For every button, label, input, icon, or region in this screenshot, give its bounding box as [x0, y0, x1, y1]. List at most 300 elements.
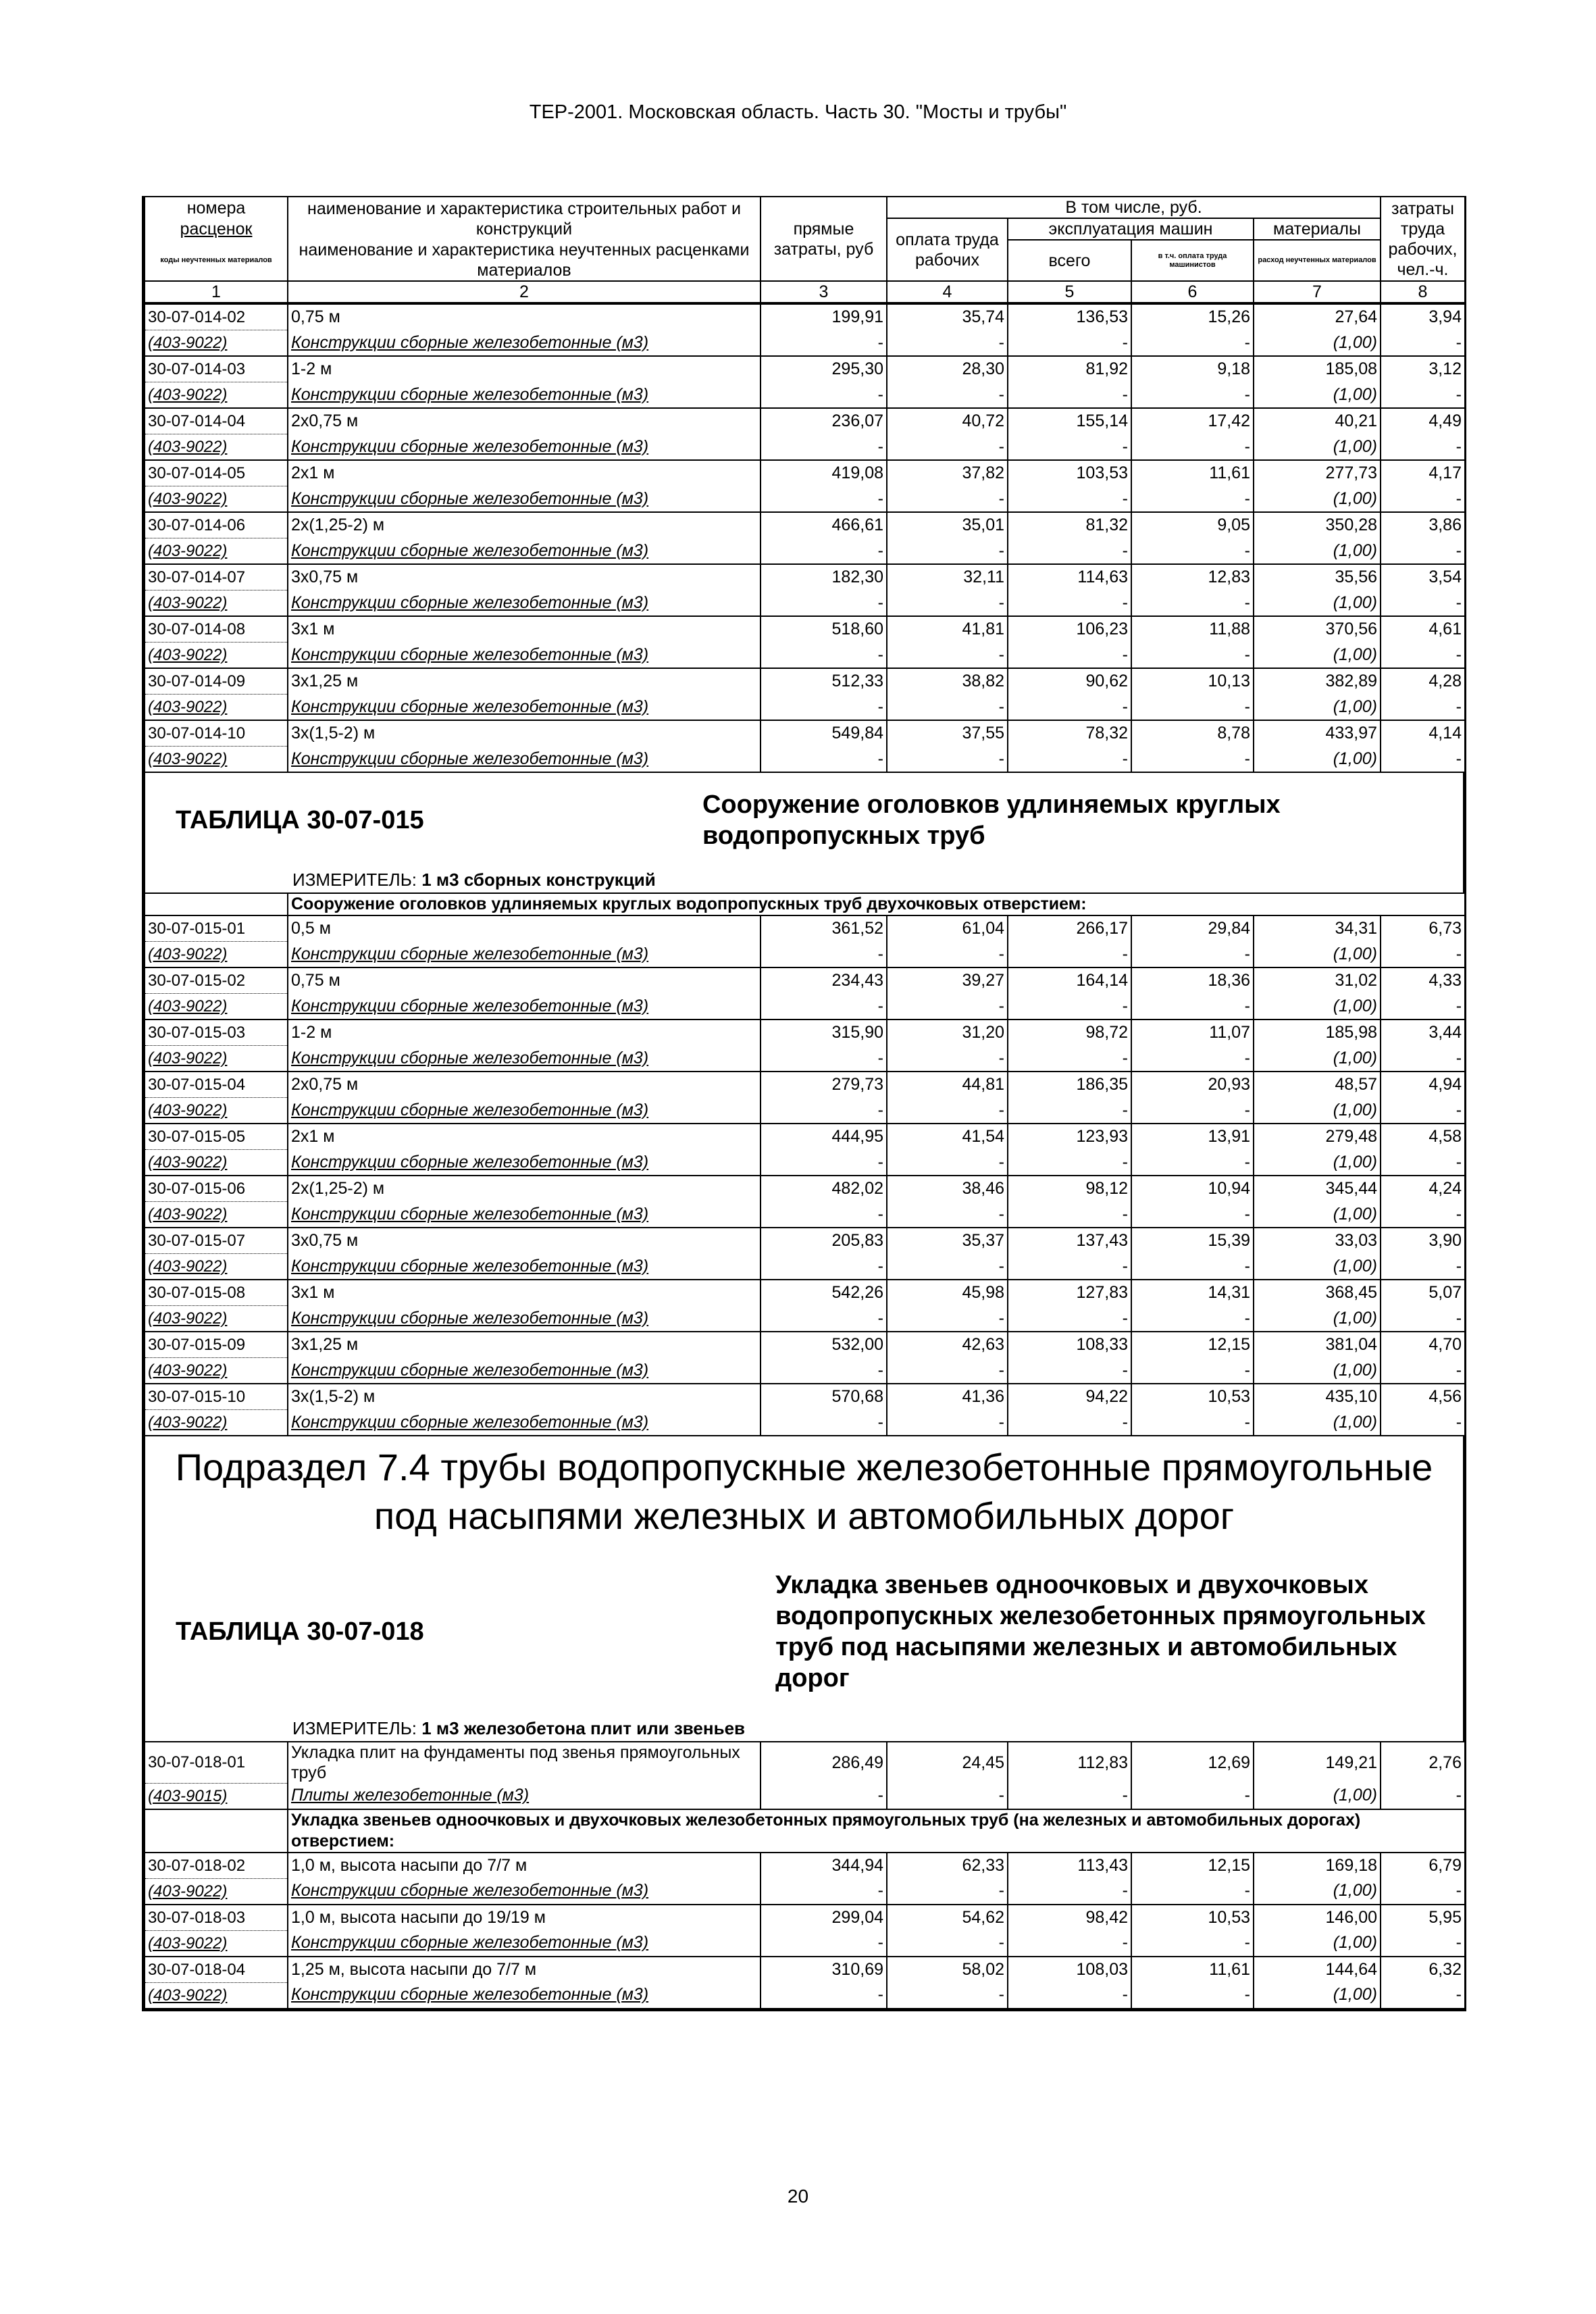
value-cell: - [1008, 486, 1131, 513]
value-cell: - [1381, 538, 1465, 565]
value-cell: - [1131, 1410, 1254, 1436]
value-cell: - [887, 1254, 1008, 1280]
value-cell: - [1381, 1254, 1465, 1280]
value-cell: 266,17 [1008, 915, 1131, 942]
header-oplata: оплата труда рабочих [887, 218, 1008, 281]
value-cell: - [887, 434, 1008, 461]
value-cell: 164,14 [1008, 967, 1131, 994]
value-cell: (1,00) [1254, 1150, 1381, 1176]
rates-body-014 [145, 304, 1465, 772]
material-code: (403-9022) [145, 1878, 288, 1905]
table-row [145, 616, 1465, 643]
rate-code: 30-07-014-07 [145, 564, 288, 590]
value-cell: - [1131, 486, 1254, 513]
value-cell: - [761, 1202, 887, 1228]
value-cell: 5,07 [1381, 1280, 1465, 1306]
value-cell: 20,93 [1131, 1072, 1254, 1098]
rate-code: 30-07-015-03 [145, 1020, 288, 1046]
value-cell: - [887, 994, 1008, 1020]
value-cell: 113,43 [1008, 1853, 1131, 1879]
value-cell: - [761, 1410, 887, 1436]
table-row [145, 486, 1465, 513]
header-naim2: наименование и характеристика неучтенных расценками материалов [288, 240, 761, 281]
material-name: Конструкции сборные железобетонные (м3) [288, 1878, 761, 1905]
value-cell: 98,72 [1008, 1020, 1131, 1046]
value-cell: 155,14 [1008, 408, 1131, 434]
value-cell: 137,43 [1008, 1228, 1131, 1254]
document-title: ТЕР-2001. Московская область. Часть 30. "Мосты и трубы" [529, 101, 1067, 123]
value-cell: - [761, 538, 887, 565]
rates-table-014 [144, 303, 1466, 773]
material-code: (403-9022) [145, 434, 288, 461]
value-cell: - [1381, 590, 1465, 617]
value-cell: - [1131, 942, 1254, 968]
value-cell: - [887, 1930, 1008, 1957]
value-cell: (1,00) [1254, 695, 1381, 721]
table-row [145, 668, 1465, 695]
value-cell: 444,95 [761, 1124, 887, 1150]
value-cell: 11,61 [1131, 1957, 1254, 1983]
value-cell: 17,42 [1131, 408, 1254, 434]
value-cell: (1,00) [1254, 434, 1381, 461]
value-cell: - [761, 643, 887, 669]
table-row [145, 1878, 1465, 1905]
rates-sheet [142, 196, 1466, 2011]
work-name: 2х(1,25-2) м [288, 1176, 761, 1202]
value-cell: - [1381, 1046, 1465, 1072]
value-cell: - [887, 1982, 1008, 2009]
meter-label: ИЗМЕРИТЕЛЬ: [292, 1718, 422, 1738]
value-cell: 31,20 [887, 1020, 1008, 1046]
value-cell: - [761, 695, 887, 721]
value-cell: (1,00) [1254, 643, 1381, 669]
table-row [145, 1410, 1465, 1436]
table-row [145, 1280, 1465, 1306]
value-cell: 345,44 [1254, 1176, 1381, 1202]
value-cell: 10,94 [1131, 1176, 1254, 1202]
value-cell: - [761, 1783, 887, 1809]
material-code: (403-9022) [145, 1202, 288, 1228]
value-cell: 38,46 [887, 1176, 1008, 1202]
rate-code: 30-07-018-04 [145, 1957, 288, 1983]
value-cell: 149,21 [1254, 1742, 1381, 1783]
value-cell: 3,86 [1381, 512, 1465, 538]
value-cell: 6,73 [1381, 915, 1465, 942]
table-row [145, 1853, 1465, 1879]
value-cell: 81,92 [1008, 356, 1131, 382]
value-cell: 381,04 [1254, 1332, 1381, 1358]
table-row [145, 382, 1465, 409]
value-cell: 518,60 [761, 616, 887, 643]
value-cell: - [1008, 590, 1131, 617]
value-cell: 4,49 [1381, 408, 1465, 434]
value-cell: 40,72 [887, 408, 1008, 434]
value-cell: - [1381, 1150, 1465, 1176]
value-cell: (1,00) [1254, 942, 1381, 968]
value-cell: - [761, 486, 887, 513]
value-cell: - [1131, 695, 1254, 721]
meter-unit: 1 м3 железобетона плит или звеньев [421, 1718, 746, 1738]
value-cell: - [1381, 747, 1465, 773]
value-cell: - [887, 382, 1008, 409]
rates-body-015 [145, 915, 1465, 1436]
value-cell: - [1131, 994, 1254, 1020]
header-nomera: номера [145, 197, 288, 218]
table-row [145, 1124, 1465, 1150]
value-cell: 10,13 [1131, 668, 1254, 695]
work-name: 1,0 м, высота насыпи до 19/19 м [288, 1905, 761, 1931]
rate-code: 30-07-015-09 [145, 1332, 288, 1358]
value-cell: - [1381, 695, 1465, 721]
value-cell: - [761, 434, 887, 461]
rate-code: 30-07-014-05 [145, 460, 288, 486]
material-name: Конструкции сборные железобетонные (м3) [288, 1410, 761, 1436]
value-cell: - [761, 942, 887, 968]
value-cell: - [887, 942, 1008, 968]
header-materialy: материалы [1254, 218, 1381, 240]
material-code: (403-9022) [145, 643, 288, 669]
value-cell: 9,18 [1131, 356, 1254, 382]
value-cell: - [887, 1358, 1008, 1384]
value-cell: 3,54 [1381, 564, 1465, 590]
value-cell: - [1131, 643, 1254, 669]
table-row [145, 330, 1465, 357]
value-cell: 3,94 [1381, 304, 1465, 330]
value-cell: 61,04 [887, 915, 1008, 942]
rate-code: 30-07-015-01 [145, 915, 288, 942]
material-name: Конструкции сборные железобетонные (м3) [288, 1982, 761, 2009]
value-cell: 90,62 [1008, 668, 1131, 695]
material-code: (403-9022) [145, 942, 288, 968]
value-cell: 4,94 [1381, 1072, 1465, 1098]
header-ekspl: эксплуатация машин [1008, 218, 1254, 240]
rate-code: 30-07-014-09 [145, 668, 288, 695]
value-cell: 98,12 [1008, 1176, 1131, 1202]
value-cell: - [1131, 1306, 1254, 1332]
value-cell: 144,64 [1254, 1957, 1381, 1983]
value-cell: 114,63 [1008, 564, 1131, 590]
value-cell: 103,53 [1008, 460, 1131, 486]
value-cell: 4,56 [1381, 1384, 1465, 1410]
value-cell: - [1381, 994, 1465, 1020]
material-code: (403-9022) [145, 1306, 288, 1332]
value-cell: 512,33 [761, 668, 887, 695]
material-name: Конструкции сборные железобетонные (м3) [288, 747, 761, 773]
value-cell: - [761, 994, 887, 1020]
value-cell: - [1131, 1930, 1254, 1957]
value-cell: 9,05 [1131, 512, 1254, 538]
value-cell: 35,56 [1254, 564, 1381, 590]
value-cell: 40,21 [1254, 408, 1381, 434]
header-vtch: в т.ч. оплата труда машинистов [1131, 240, 1254, 281]
col-index: 3 [761, 281, 887, 303]
table-row [145, 1020, 1465, 1046]
value-cell: 12,69 [1131, 1742, 1254, 1783]
work-name: 3х(1,5-2) м [288, 720, 761, 747]
value-cell: 24,45 [887, 1742, 1008, 1783]
value-cell: 185,08 [1254, 356, 1381, 382]
value-cell: - [1008, 1098, 1131, 1124]
value-cell: 433,97 [1254, 720, 1381, 747]
table-row [145, 1358, 1465, 1384]
material-name: Конструкции сборные железобетонные (м3) [288, 330, 761, 357]
rate-code: 30-07-014-02 [145, 304, 288, 330]
value-cell: - [1008, 747, 1131, 773]
value-cell: - [1131, 434, 1254, 461]
value-cell: 35,01 [887, 512, 1008, 538]
value-cell: - [1131, 1358, 1254, 1384]
value-cell: - [1131, 1878, 1254, 1905]
value-cell: 108,33 [1008, 1332, 1131, 1358]
header-vsego: всего [1008, 240, 1131, 281]
value-cell: - [887, 1783, 1008, 1809]
table-row [145, 1228, 1465, 1254]
rate-code: 30-07-015-08 [145, 1280, 288, 1306]
rates-body-018 [145, 1853, 1465, 2009]
rate-code: 30-07-018-01 [145, 1742, 288, 1783]
table-015-meter [144, 867, 1464, 892]
table-row [145, 1957, 1465, 1983]
value-cell: (1,00) [1254, 1410, 1381, 1436]
table-row [145, 434, 1465, 461]
material-code: (403-9022) [145, 1982, 288, 2009]
value-cell: - [761, 330, 887, 357]
value-cell: 33,03 [1254, 1228, 1381, 1254]
value-cell: 123,93 [1008, 1124, 1131, 1150]
value-cell: - [1381, 1306, 1465, 1332]
value-cell: - [887, 643, 1008, 669]
value-cell: 112,83 [1008, 1742, 1131, 1783]
table-row [145, 720, 1465, 747]
value-cell: - [1131, 590, 1254, 617]
rate-code: 30-07-014-08 [145, 616, 288, 643]
value-cell: 234,43 [761, 967, 887, 994]
work-name: 0,75 м [288, 967, 761, 994]
table-row [145, 1254, 1465, 1280]
value-cell: 299,04 [761, 1905, 887, 1931]
value-cell: - [761, 1254, 887, 1280]
value-cell: - [1131, 1098, 1254, 1124]
value-cell: 94,22 [1008, 1384, 1131, 1410]
value-cell: 127,83 [1008, 1280, 1131, 1306]
value-cell: - [1008, 330, 1131, 357]
work-name: 1,25 м, высота насыпи до 7/7 м [288, 1957, 761, 1983]
value-cell: - [1131, 1046, 1254, 1072]
work-name: 2х1 м [288, 460, 761, 486]
value-cell: 11,88 [1131, 616, 1254, 643]
value-cell: 32,11 [887, 564, 1008, 590]
value-cell: 15,26 [1131, 304, 1254, 330]
value-cell: - [1008, 1982, 1131, 2009]
value-cell: - [1008, 1254, 1131, 1280]
value-cell: - [887, 1306, 1008, 1332]
value-cell: 361,52 [761, 915, 887, 942]
value-cell: - [1008, 994, 1131, 1020]
material-code: (403-9022) [145, 1358, 288, 1384]
value-cell: (1,00) [1254, 538, 1381, 565]
value-cell: - [1381, 942, 1465, 968]
work-name: 2х(1,25-2) м [288, 512, 761, 538]
value-cell: - [1008, 942, 1131, 968]
value-cell: 18,36 [1131, 967, 1254, 994]
table-row [145, 915, 1465, 942]
material-code: (403-9022) [145, 590, 288, 617]
material-name: Конструкции сборные железобетонные (м3) [288, 942, 761, 968]
value-cell: 37,82 [887, 460, 1008, 486]
value-cell: - [1008, 643, 1131, 669]
material-name: Конструкции сборные железобетонные (м3) [288, 994, 761, 1020]
value-cell: - [1008, 1410, 1131, 1436]
value-cell: (1,00) [1254, 994, 1381, 1020]
value-cell: - [761, 747, 887, 773]
value-cell: - [1131, 1254, 1254, 1280]
value-cell: - [1131, 538, 1254, 565]
material-name: Конструкции сборные железобетонные (м3) [288, 1202, 761, 1228]
value-cell: 6,79 [1381, 1853, 1465, 1879]
value-cell: - [1008, 434, 1131, 461]
work-name: Укладка плит на фундаменты под звенья прямоугольных труб [288, 1742, 761, 1783]
material-code: (403-9022) [145, 1150, 288, 1176]
value-cell: - [1008, 1306, 1131, 1332]
col-index: 6 [1131, 281, 1254, 303]
material-code: (403-9022) [145, 1098, 288, 1124]
work-name: 0,75 м [288, 304, 761, 330]
value-cell: - [1008, 1202, 1131, 1228]
material-name: Конструкции сборные железобетонные (м3) [288, 695, 761, 721]
value-cell: - [887, 330, 1008, 357]
rate-code: 30-07-018-02 [145, 1853, 288, 1879]
material-name: Плиты железобетонные (м3) [288, 1783, 761, 1809]
value-cell: (1,00) [1254, 1783, 1381, 1809]
header-naim1: наименование и характеристика строительных работ и конструкций [288, 197, 761, 240]
value-cell: 15,39 [1131, 1228, 1254, 1254]
value-cell: 35,37 [887, 1228, 1008, 1254]
table-row [145, 967, 1465, 994]
work-name: 1,0 м, высота насыпи до 7/7 м [288, 1853, 761, 1879]
rate-code: 30-07-015-10 [145, 1384, 288, 1410]
value-cell: - [1008, 382, 1131, 409]
material-code: (403-9022) [145, 486, 288, 513]
value-cell: 35,74 [887, 304, 1008, 330]
value-cell: - [887, 747, 1008, 773]
table-row [145, 1072, 1465, 1098]
value-cell: - [1381, 1358, 1465, 1384]
value-cell: 542,26 [761, 1280, 887, 1306]
value-cell: - [1381, 330, 1465, 357]
material-code: (403-9015) [145, 1783, 288, 1809]
material-name: Конструкции сборные железобетонные (м3) [288, 1254, 761, 1280]
value-cell: 205,83 [761, 1228, 887, 1254]
value-cell: 8,78 [1131, 720, 1254, 747]
table-row [145, 1332, 1465, 1358]
table-row [145, 1982, 1465, 2009]
value-cell: (1,00) [1254, 1202, 1381, 1228]
value-cell: - [1381, 1202, 1465, 1228]
table-015-banner: Сооружение оголовков удлиняемых круглых водопропускных труб двухочковых отверстием: [288, 893, 1465, 915]
material-name: Конструкции сборные железобетонные (м3) [288, 1930, 761, 1957]
table-row [145, 1046, 1465, 1072]
header-vtom: В том числе, руб. [887, 197, 1381, 218]
value-cell: - [761, 1930, 887, 1957]
value-cell: 3,44 [1381, 1020, 1465, 1046]
value-cell: 315,90 [761, 1020, 887, 1046]
value-cell: (1,00) [1254, 382, 1381, 409]
rate-code: 30-07-015-05 [145, 1124, 288, 1150]
work-name: 2х1 м [288, 1124, 761, 1150]
material-name: Конструкции сборные железобетонные (м3) [288, 1046, 761, 1072]
col-index: 2 [288, 281, 761, 303]
value-cell: 350,28 [1254, 512, 1381, 538]
value-cell: 286,49 [761, 1742, 887, 1783]
table-row [145, 942, 1465, 968]
value-cell: - [1008, 1358, 1131, 1384]
value-cell: 419,08 [761, 460, 887, 486]
col-index: 8 [1381, 281, 1465, 303]
table-018-banner: Укладка звеньев одноочковых и двухочковых железобетонных прямоугольных труб (на железных и автомобильных дорогах) отверстием: [288, 1809, 1465, 1853]
table-row [145, 1098, 1465, 1124]
value-cell: 108,03 [1008, 1957, 1131, 1983]
table-018-description: Укладка звеньев одноочковых и двухочковых водопропускных железобетонных прямоугольных труб под насыпями железных и автомобильных дорог [775, 1571, 1426, 1692]
value-cell: 27,64 [1254, 304, 1381, 330]
value-cell: - [1008, 695, 1131, 721]
value-cell: 12,15 [1131, 1853, 1254, 1879]
value-cell: 277,73 [1254, 460, 1381, 486]
material-name: Конструкции сборные железобетонные (м3) [288, 382, 761, 409]
value-cell: 368,45 [1254, 1280, 1381, 1306]
value-cell: (1,00) [1254, 1046, 1381, 1072]
material-name: Конструкции сборные железобетонные (м3) [288, 1306, 761, 1332]
table-018-heading [144, 1547, 1464, 1716]
value-cell: 182,30 [761, 564, 887, 590]
work-name: 3х1 м [288, 1280, 761, 1306]
material-code: (403-9022) [145, 1410, 288, 1436]
value-cell: 146,00 [1254, 1905, 1381, 1931]
work-name: 3х1,25 м [288, 1332, 761, 1358]
value-cell: - [887, 1878, 1008, 1905]
rate-code: 30-07-014-04 [145, 408, 288, 434]
rate-code: 30-07-018-03 [145, 1905, 288, 1931]
table-row [145, 408, 1465, 434]
value-cell: - [887, 1150, 1008, 1176]
material-code: (403-9022) [145, 1930, 288, 1957]
value-cell: - [1131, 1982, 1254, 2009]
value-cell: 532,00 [761, 1332, 887, 1358]
rate-code: 30-07-014-03 [145, 356, 288, 382]
banner-spacer [145, 893, 288, 915]
material-name: Конструкции сборные железобетонные (м3) [288, 1358, 761, 1384]
value-cell: 199,91 [761, 304, 887, 330]
value-cell: (1,00) [1254, 747, 1381, 773]
value-cell: - [1381, 1982, 1465, 2009]
value-cell: (1,00) [1254, 330, 1381, 357]
rate-code: 30-07-015-04 [145, 1072, 288, 1098]
value-cell: - [1381, 382, 1465, 409]
value-cell: (1,00) [1254, 590, 1381, 617]
value-cell: 4,24 [1381, 1176, 1465, 1202]
value-cell: 10,53 [1131, 1905, 1254, 1931]
value-cell: - [1131, 1783, 1254, 1809]
value-cell: 4,17 [1381, 460, 1465, 486]
table-row [145, 994, 1465, 1020]
value-cell: - [1008, 1930, 1131, 1957]
table-row [145, 512, 1465, 538]
table-row [145, 1150, 1465, 1176]
value-cell: - [1381, 486, 1465, 513]
value-cell: 2,76 [1381, 1742, 1465, 1783]
value-cell: - [1008, 1046, 1131, 1072]
value-cell: 236,07 [761, 408, 887, 434]
table-row [145, 590, 1465, 617]
